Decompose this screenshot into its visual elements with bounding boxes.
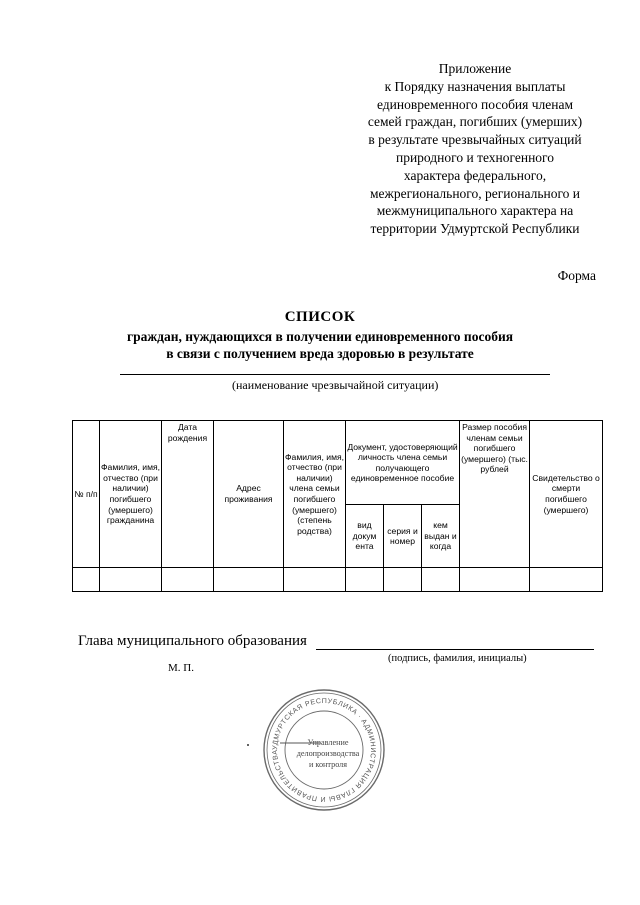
appendix-line: межрегионального, регионального и (369, 185, 581, 201)
citizens-table (72, 420, 603, 592)
situation-fill-line (120, 374, 550, 375)
table-cell[interactable] (346, 567, 384, 591)
appendix-line: Приложение (438, 61, 512, 76)
header-address: Адрес проживания (214, 421, 284, 568)
header-doc-series: серия и номер (384, 505, 422, 567)
svg-text:УДМУРТСКАЯ РЕСПУБЛИКА · АДМИНИ: УДМУРТСКАЯ РЕСПУБЛИКА · АДМИНИСТРАЦИЯ ГЛАВЫ И ПРАВИТЕЛЬСТВА (271, 697, 377, 803)
stamp-center-line: и контроля (308, 760, 348, 769)
official-stamp (262, 688, 386, 817)
signature-line[interactable] (316, 649, 594, 650)
table-cell[interactable] (384, 567, 422, 591)
appendix-line: семей граждан, погибших (умерших) (367, 114, 583, 130)
appendix-line: в результате чрезвычайных ситуаций (368, 132, 582, 148)
list-title: СПИСОК (284, 309, 356, 325)
appendix-heading (350, 60, 600, 238)
header-amount: Размер пособия членам семьи погибшего (умершего) (тыс. рублей (460, 421, 530, 568)
appendix-line: природного и техногенного (395, 149, 555, 165)
header-birth-date: Дата рождения (162, 421, 214, 568)
head-title: Глава муниципального образования (78, 633, 307, 649)
table-cell[interactable] (460, 567, 530, 591)
list-subtitle-line: граждан, нуждающихся в получении единовременного пособия (126, 329, 514, 344)
header-doc-type: вид докум ента (346, 505, 384, 567)
list-subtitle (0, 328, 640, 362)
appendix-line: межмуниципального характера на (376, 203, 574, 219)
table-cell[interactable] (214, 567, 284, 591)
table-cell[interactable] (73, 567, 100, 591)
table-cell[interactable] (284, 567, 346, 591)
header-death-certificate: Свидетельство о смерти погибшего (умершего) (530, 421, 603, 568)
stamp-center-line: делопроизводства (296, 749, 360, 758)
header-citizen-name: Фамилия, имя, отчество (при наличии) погибшего (умершего) гражданина (100, 421, 162, 568)
header-document: Документ, удостоверяющий личность члена семьи получающего единовременное пособие (346, 421, 460, 505)
header-family-member: Фамилия, имя, отчество (при наличии) члена семьи погибшего (умершего) (степень родства) (284, 421, 346, 568)
situation-caption: (наименование чрезвычайной ситуации) (232, 378, 439, 392)
ink-dot (247, 744, 249, 746)
table-cell[interactable] (162, 567, 214, 591)
stamp-seal (262, 688, 386, 812)
header-doc-issued: кем выдан и когда (422, 505, 460, 567)
form-label: Форма (557, 268, 596, 283)
header-num: № п/п (73, 421, 100, 568)
signature-caption: (подпись, фамилия, инициалы) (388, 653, 527, 664)
appendix-line: к Порядку назначения выплаты (384, 78, 566, 94)
table-cell[interactable] (422, 567, 460, 591)
table-cell[interactable] (100, 567, 162, 591)
appendix-line: единовременного пособия членам (376, 96, 574, 112)
appendix-line: характера федерального, (403, 167, 547, 183)
list-subtitle-line: в связи с получением вреда здоровью в результате (166, 346, 474, 361)
appendix-line: территории Удмуртской Республики (370, 221, 580, 237)
seal-place-label: М. П. (168, 662, 194, 674)
stamp-center-line: Управление (307, 738, 349, 747)
table-cell[interactable] (530, 567, 603, 591)
